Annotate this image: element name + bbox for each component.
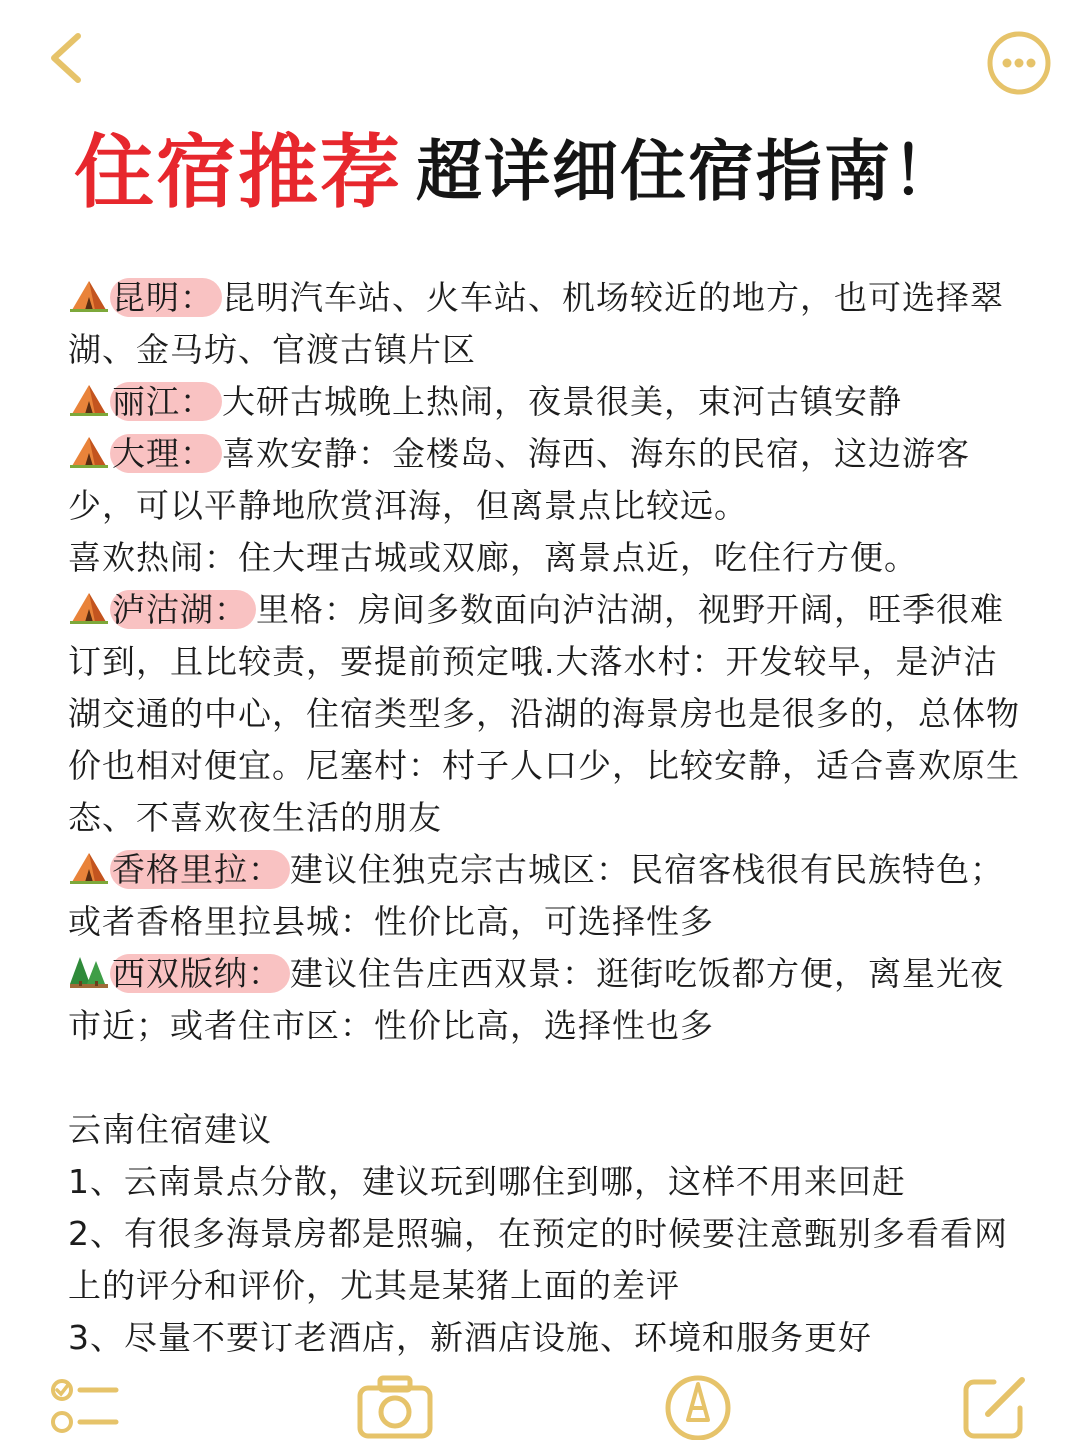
city-entry-shangri-la [68, 844, 1028, 948]
compose-button[interactable] [960, 1372, 1032, 1440]
city-description: 大研古城晚上热闹，夜景很美，束河古镇安静 [222, 382, 902, 421]
city-entry-dali-lively [68, 532, 1028, 584]
more-options-button[interactable] [986, 30, 1052, 96]
city-name: 香格里拉： [110, 850, 290, 889]
city-entry-lugu-lake [68, 584, 1028, 844]
city-name: 大理： [110, 434, 222, 473]
camera-icon [356, 1372, 434, 1440]
city-description: 建议住独克宗古城区：民宿客栈很有民族特色；或者香格里拉县城：性价比高，可选择性多 [68, 850, 1004, 941]
checklist-icon [48, 1372, 120, 1440]
city-entry-xishuangbanna [68, 948, 1028, 1052]
city-name: 昆明： [110, 278, 222, 317]
city-description: 建议住告庄西双景：逛街吃饭都方便，离星光夜市近；或者住市区：性价比高，选择性也多 [68, 954, 1004, 1045]
title-highlight: 住宿推荐 [74, 126, 402, 219]
back-button[interactable] [40, 28, 100, 88]
markup-button[interactable] [662, 1372, 734, 1440]
city-name: 泸沽湖： [110, 590, 256, 629]
city-entry-dali [68, 428, 1028, 532]
tip-item: 1、云南景点分散，建议玩到哪住到哪，这样不用来回赶 [68, 1162, 906, 1201]
note-body[interactable] [68, 272, 1028, 1364]
title-main: 超详细住宿指南！ [416, 133, 960, 210]
markup-pen-icon [662, 1372, 734, 1440]
city-name: 丽江： [110, 382, 222, 421]
city-description: 喜欢安静：金楼岛、海西、海东的民宿，这边游客少，可以平静地欣赏洱海，但离景点比较远。 [68, 434, 970, 525]
city-description: 里格：房间多数面向泸沽湖，视野开阔，旺季很难订到，且比较责，要提前预定哦.大落水村：开发较早，是泸沽湖交通的中心，住宿类型多，沿湖的海景房也是很多的，总体物价也相对便宜。尼塞村：村子人口少，比较安静，适合喜欢原生态、不喜欢夜生活的朋友 [68, 590, 1020, 837]
city-description: 昆明汽车站、火车站、机场较近的地方，也可选择翠湖、金马坊、官渡古镇片区 [68, 278, 1004, 369]
tent-icon [68, 433, 110, 469]
city-description: 喜欢热闹：住大理古城或双廊，离景点近，吃住行方便。 [68, 538, 918, 577]
checklist-button[interactable] [48, 1372, 120, 1440]
tent-icon [68, 849, 110, 885]
blank-line [68, 1052, 1028, 1104]
city-name: 西双版纳： [110, 954, 290, 993]
compose-icon [960, 1372, 1032, 1440]
page-title [74, 108, 960, 218]
tent-icon [68, 277, 110, 313]
tip-item: 2、有很多海景房都是照骗，在预定的时候要注意甄别多看看网上的评分和评价，尤其是某猪上面的差评 [68, 1214, 1008, 1305]
more-options-icon [986, 30, 1052, 96]
tree-icon [68, 953, 110, 989]
tip-item: 3、尽量不要订老酒店，新酒店设施、环境和服务更好 [68, 1318, 872, 1357]
camera-button[interactable] [356, 1372, 434, 1440]
tent-icon [68, 589, 110, 625]
chevron-left-icon [40, 28, 100, 88]
tips-heading: 云南住宿建议 [68, 1110, 272, 1149]
city-entry-kunming [68, 272, 1028, 376]
tent-icon [68, 381, 110, 417]
city-entry-lijiang [68, 376, 1028, 428]
